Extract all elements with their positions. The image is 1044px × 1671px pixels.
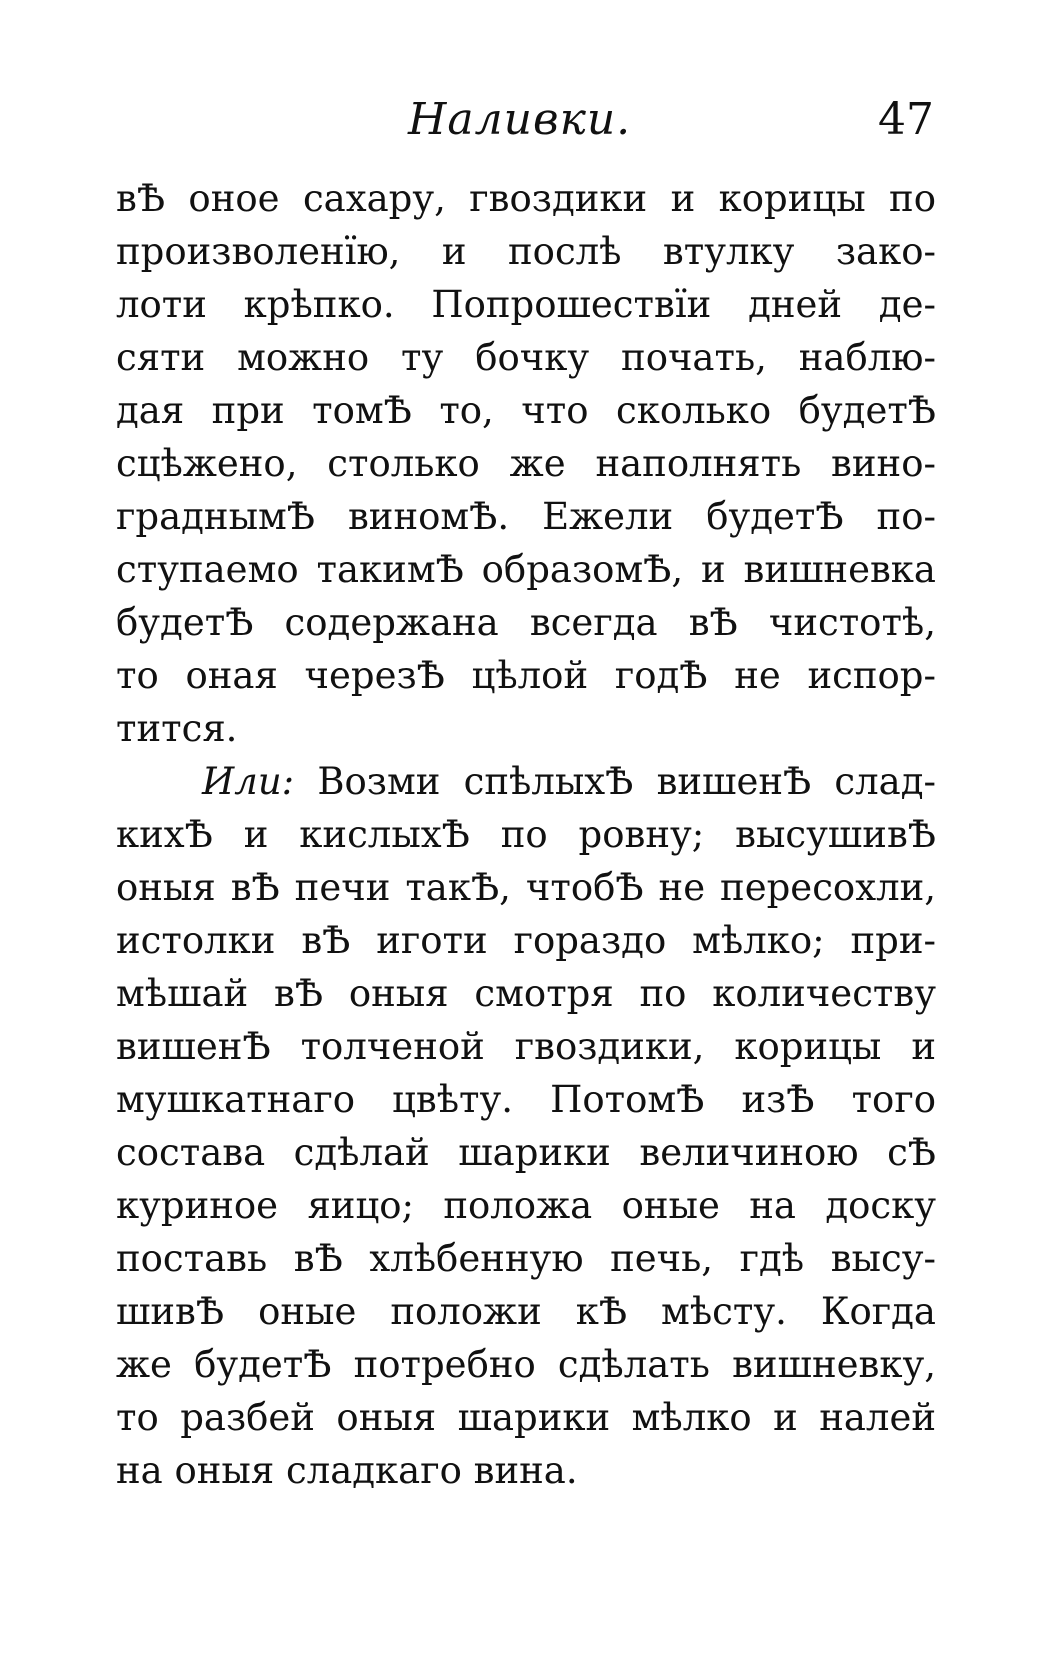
text-line: то оная черезѢ цѣлой годѢ не испор-	[116, 654, 936, 697]
text-line: кихѢ и кислыхѢ по ровну; высушивѢ	[116, 813, 936, 856]
text-line: состава сдѣлай шарики величиною сѢ	[116, 1131, 936, 1174]
body-text	[116, 172, 936, 1497]
paragraph-1	[116, 172, 936, 755]
text-line: мушкатнаго цвѣту. ПотомѢ изѢ того	[116, 1078, 936, 1121]
text-line: вишенѢ толченой гвоздики, корицы и	[116, 1025, 936, 1068]
text-line: истолки вѢ иготи гораздо мѣлко; при-	[116, 919, 936, 962]
text-line: сяти можно ту бочку почать, наблю-	[116, 336, 936, 379]
running-head	[116, 88, 940, 152]
text-line: сцѣжено, столько же наполнять вино-	[116, 442, 936, 485]
text-line: тится.	[116, 707, 238, 750]
text-line: куриное яицо; положа оные на доску	[116, 1184, 936, 1227]
first-line-rest: Возми спѣлыхѢ вишенѢ слад-	[317, 760, 936, 803]
text-line: поставь вѢ хлѣбенную печь, гдѣ высу-	[116, 1237, 936, 1280]
text-line: лоти крѣпко. Попрошествїи дней де-	[116, 283, 936, 326]
paragraph-2	[116, 755, 936, 1497]
text-line: то разбей оныя шарики мѣлко и налей	[116, 1396, 936, 1439]
text-line: будетѢ содержана всегда вѢ чистотѣ,	[116, 601, 936, 644]
text-line-first	[116, 755, 936, 808]
text-line: дая при томѢ то, что сколько будетѢ	[116, 389, 936, 432]
text-line: оныя вѢ печи такѢ, чтобѢ не пересохли,	[116, 866, 936, 909]
lead-word: Или:	[202, 760, 295, 803]
page-title: Наливки.	[408, 94, 632, 145]
text-line: же будетѢ потребно сдѣлать вишневку,	[116, 1343, 936, 1386]
text-line: на оныя сладкаго вина.	[116, 1449, 578, 1492]
text-line: вѢ оное сахару, гвоздики и корицы по	[116, 177, 936, 220]
text-line: произволенїю, и послѣ втулку зако-	[116, 230, 936, 273]
page-number: 47	[878, 94, 934, 145]
text-line: граднымѢ виномѢ. Ежели будетѢ по-	[116, 495, 936, 538]
text-line: мѣшай вѢ оныя смотря по количеству	[116, 972, 936, 1015]
text-line: ступаемо такимѢ образомѢ, и вишневка	[116, 548, 936, 591]
text-line: шивѢ оные положи кѢ мѣсту. Когда	[116, 1290, 936, 1333]
